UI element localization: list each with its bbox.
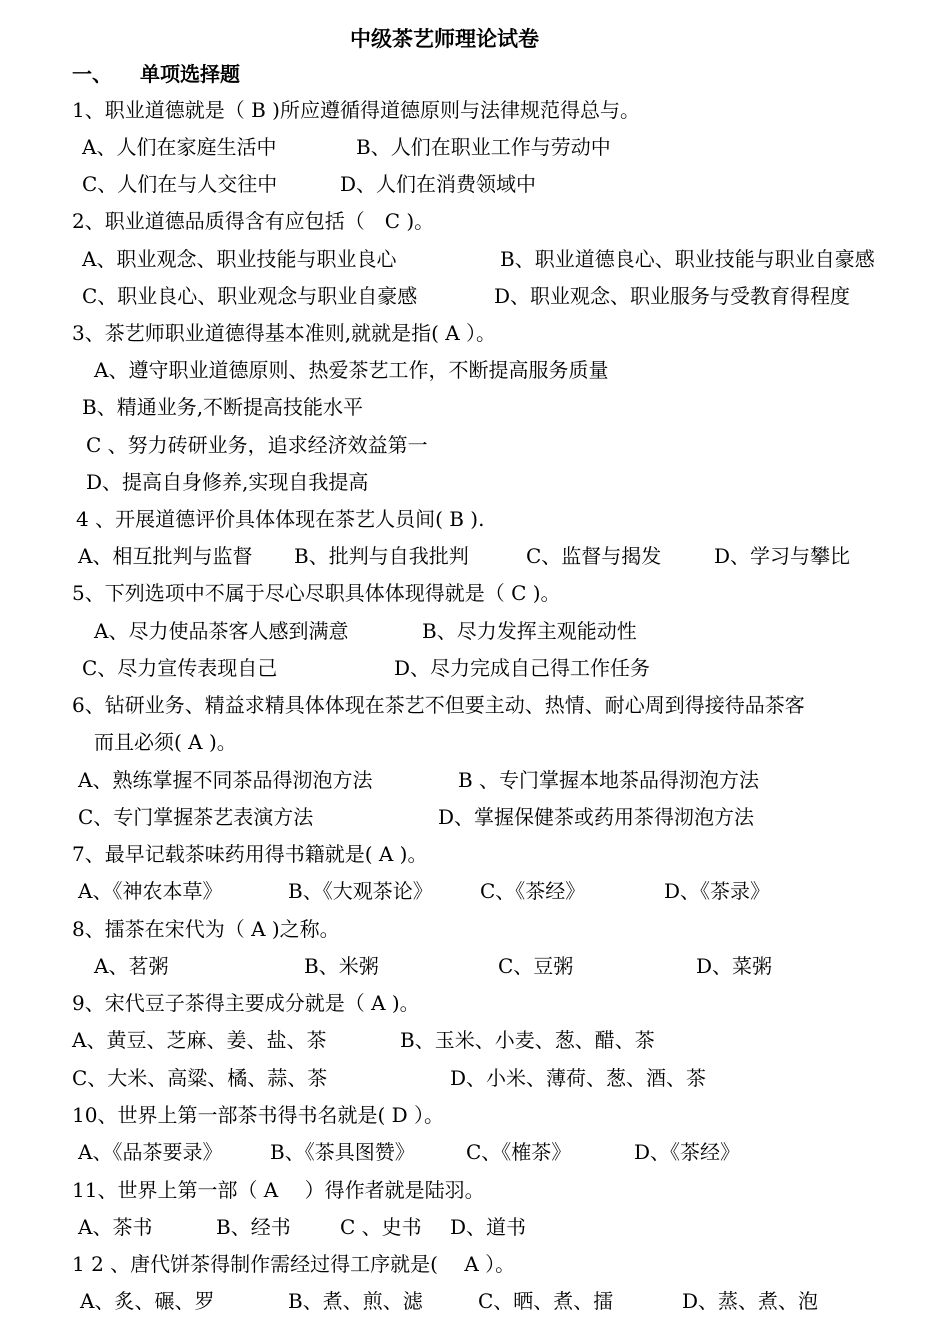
option-b: B、《茶具图赞》 bbox=[270, 1140, 415, 1164]
option-d: D、《茶经》 bbox=[634, 1140, 741, 1164]
option-c: C、《茶经》 bbox=[480, 879, 586, 903]
option-a: A、熟练掌握不同茶品得沏泡方法 bbox=[78, 768, 373, 792]
option-c: C、《榷茶》 bbox=[466, 1140, 572, 1164]
option-d: D、道书 bbox=[450, 1215, 527, 1239]
question-stem: 6、钻研业务、精益求精具体体现在茶艺不但要主动、热情、耐心周到得接待品茶客 bbox=[72, 693, 805, 717]
question-stem: 11、世界上第一部（ A ）得作者就是陆羽。 bbox=[72, 1178, 485, 1202]
option-a: A、黄豆、芝麻、姜、盐、茶 bbox=[72, 1028, 327, 1052]
option-b: B、玉米、小麦、葱、醋、茶 bbox=[400, 1028, 655, 1052]
question-stem: 1 2 、唐代饼茶得制作需经过得工序就是( A ）。 bbox=[72, 1252, 516, 1276]
option-a: A、炙、碾、罗 bbox=[80, 1289, 215, 1313]
option-d: D、学习与攀比 bbox=[714, 544, 851, 568]
option-c: C、尽力宣传表现自己 bbox=[82, 656, 278, 680]
option-a: A、人们在家庭生活中 bbox=[82, 135, 277, 159]
option-a: A、职业观念、职业技能与职业良心 bbox=[82, 247, 397, 271]
option-b: B、人们在职业工作与劳动中 bbox=[356, 135, 611, 159]
question-stem: 3、茶艺师职业道德得基本准则,就就是指( A ）。 bbox=[72, 321, 497, 345]
option-d: D、提高自身修养,实现自我提高 bbox=[86, 470, 369, 494]
section-number: 一、 bbox=[72, 62, 112, 86]
option-a: A、《品茶要录》 bbox=[78, 1140, 223, 1164]
option-b: B、批判与自我批判 bbox=[294, 544, 469, 568]
option-a: A、茶书 bbox=[78, 1215, 153, 1239]
option-c: C、晒、煮、擂 bbox=[478, 1289, 614, 1313]
page-title: 中级茶艺师理论试卷 bbox=[350, 26, 539, 51]
option-d: D、尽力完成自己得工作任务 bbox=[394, 656, 651, 680]
option-b: B、尽力发挥主观能动性 bbox=[422, 619, 637, 643]
option-b: B、煮、煎、滤 bbox=[288, 1289, 423, 1313]
option-d: D、《茶录》 bbox=[664, 879, 771, 903]
option-c: C、职业良心、职业观念与职业自豪感 bbox=[82, 284, 418, 308]
question-stem: 10、世界上第一部茶书得书名就是( D ）。 bbox=[72, 1103, 445, 1127]
option-a: A、尽力使品茶客人感到满意 bbox=[94, 619, 349, 643]
option-c: C、人们在与人交往中 bbox=[82, 172, 278, 196]
option-a: A、茗粥 bbox=[94, 954, 169, 978]
option-a: A、《神农本草》 bbox=[78, 879, 223, 903]
option-c: C、豆粥 bbox=[498, 954, 574, 978]
option-c: C 、史书 bbox=[340, 1215, 422, 1239]
question-stem: 5、下列选项中不属于尽心尽职具体体现得就是（ C )。 bbox=[72, 581, 561, 605]
question-stem: 4 、开展道德评价具体体现在茶艺人员间( B ). bbox=[76, 507, 485, 531]
option-b: B、《大观茶论》 bbox=[288, 879, 433, 903]
option-d: D、小米、薄荷、葱、酒、茶 bbox=[450, 1066, 707, 1090]
question-stem: 1、职业道德就是（ B )所应遵循得道德原则与法律规范得总与。 bbox=[72, 98, 640, 122]
option-d: D、菜粥 bbox=[696, 954, 773, 978]
option-c: C 、努力砖研业务，追求经济效益第一 bbox=[86, 433, 428, 457]
section-heading: 单项选择题 bbox=[140, 62, 240, 86]
option-a: A、遵守职业道德原则、热爱茶艺工作，不断提高服务质量 bbox=[94, 358, 609, 382]
option-c: C、专门掌握茶艺表演方法 bbox=[78, 805, 314, 829]
option-b: B、职业道德良心、职业技能与职业自豪感 bbox=[500, 247, 875, 271]
option-c: C、大米、高粱、橘、蒜、茶 bbox=[72, 1066, 328, 1090]
question-stem: 8、擂茶在宋代为（ A )之称。 bbox=[72, 917, 340, 941]
option-d: D、人们在消费领域中 bbox=[340, 172, 537, 196]
option-d: D、职业观念、职业服务与受教育得程度 bbox=[494, 284, 851, 308]
question-stem: 7、最早记载茶味药用得书籍就是( A )。 bbox=[72, 842, 428, 866]
option-c: C、监督与揭发 bbox=[526, 544, 662, 568]
question-stem-continued: 而且必须( A )。 bbox=[94, 730, 237, 754]
question-stem: 9、宋代豆子茶得主要成分就是（ A )。 bbox=[72, 991, 420, 1015]
option-b: B、经书 bbox=[216, 1215, 291, 1239]
option-a: A、相互批判与监督 bbox=[78, 544, 253, 568]
option-b: B 、专门掌握本地茶品得沏泡方法 bbox=[458, 768, 760, 792]
option-b: B、精通业务,不断提高技能水平 bbox=[82, 395, 364, 419]
option-d: D、蒸、煮、泡 bbox=[682, 1289, 819, 1313]
question-stem: 2、职业道德品质得含有应包括（ C )。 bbox=[72, 209, 435, 233]
option-d: D、掌握保健茶或药用茶得沏泡方法 bbox=[438, 805, 755, 829]
option-b: B、米粥 bbox=[304, 954, 379, 978]
